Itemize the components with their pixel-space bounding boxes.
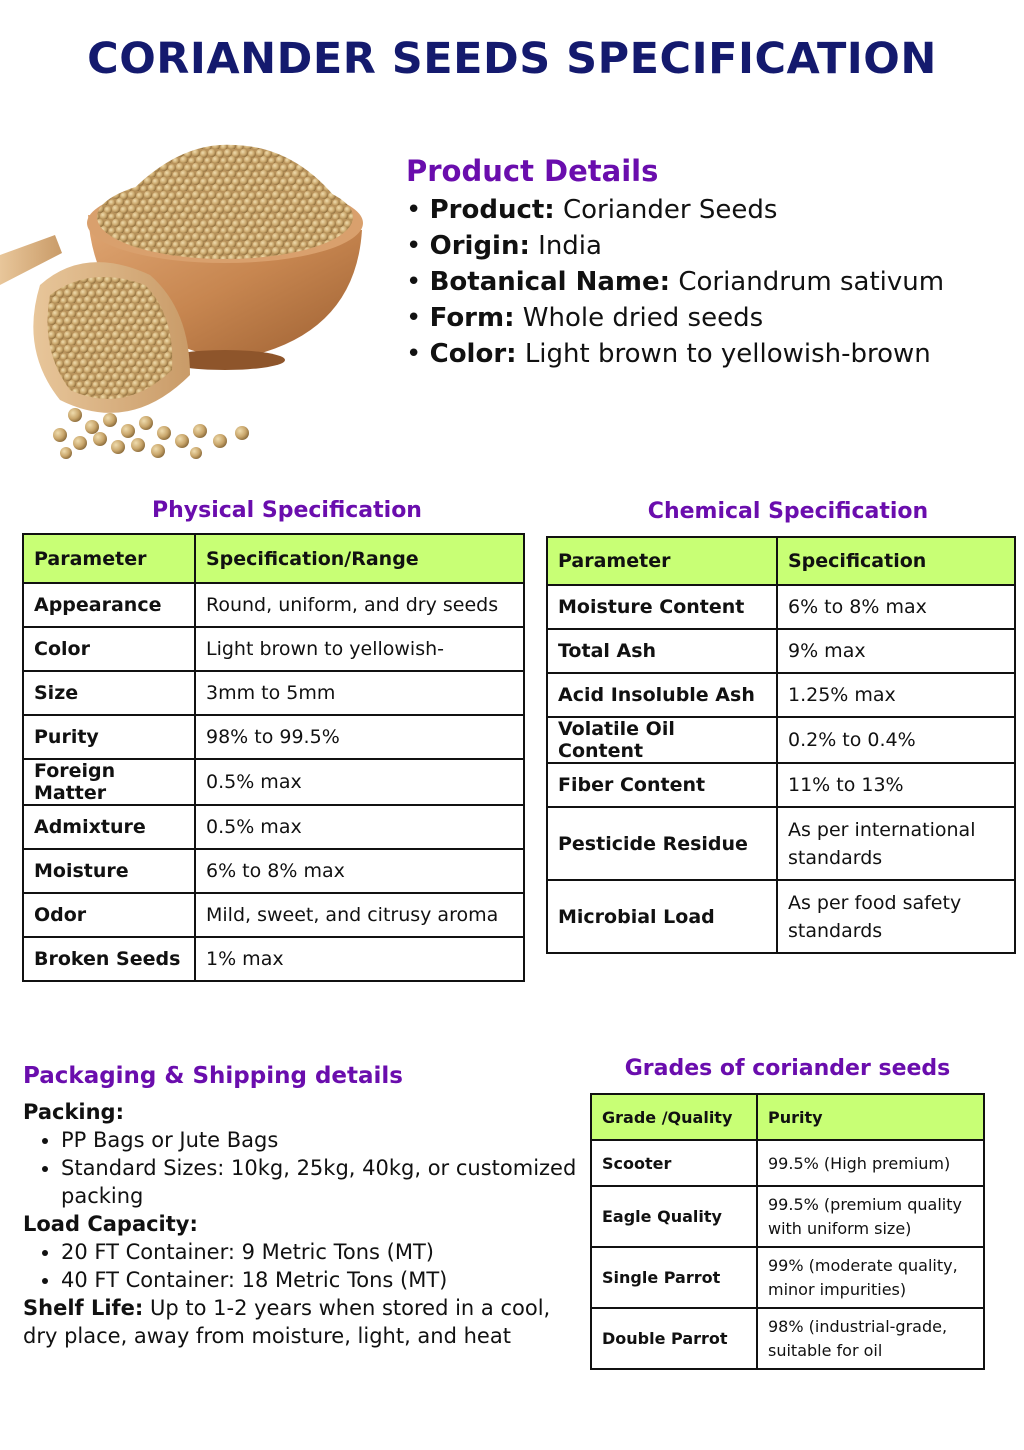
value-cell: 1.25% max: [777, 673, 1015, 717]
parameter-cell: Acid Insoluble Ash: [547, 673, 777, 717]
column-header: Specification: [777, 537, 1015, 585]
shelf-life-label: Shelf Life:: [23, 1296, 144, 1320]
chemical-spec-title: Chemical Specification: [647, 499, 929, 524]
shelf-life: [23, 1294, 583, 1350]
list-item: • PP Bags or Jute Bags: [61, 1126, 583, 1154]
detail-origin: [406, 228, 1016, 264]
parameter-cell: Purity: [23, 715, 195, 759]
detail-botanical-name: [406, 264, 1016, 300]
grade-cell: Double Parrot: [591, 1308, 757, 1369]
bullet: •: [406, 231, 422, 261]
parameter-cell: Volatile Oil Content: [547, 717, 777, 763]
parameter-cell: Size: [23, 671, 195, 715]
parameter-cell: Microbial Load: [547, 880, 777, 953]
table-row: [23, 715, 524, 759]
detail-label: Botanical Name:: [429, 267, 671, 297]
value-cell: 11% to 13%: [777, 763, 1015, 807]
table-row: [23, 849, 524, 893]
parameter-cell: Pesticide Residue: [547, 807, 777, 880]
list-item: • 20 FT Container: 9 Metric Tons (MT): [61, 1238, 583, 1266]
table-row: [547, 629, 1015, 673]
value-cell: 0.5% max: [195, 759, 524, 805]
table-header-row: [591, 1094, 984, 1140]
detail-label: Origin:: [429, 231, 530, 261]
column-header: Parameter: [23, 534, 195, 583]
table-row: [23, 583, 524, 627]
list-item: • Standard Sizes: 10kg, 25kg, 40kg, or customized packing: [61, 1154, 583, 1210]
parameter-cell: Broken Seeds: [23, 937, 195, 981]
grades-table: [590, 1093, 985, 1370]
bullet: •: [406, 339, 422, 369]
table-row: [23, 627, 524, 671]
column-header: Grade /Quality: [591, 1094, 757, 1140]
table-row: [23, 759, 524, 805]
load-capacity-label: Load Capacity:: [23, 1212, 198, 1236]
product-details-heading: Product Details: [406, 154, 659, 188]
packing-list: [23, 1126, 583, 1210]
value-cell: Light brown to yellowish-: [195, 627, 524, 671]
table-header-row: [547, 537, 1015, 585]
detail-product: [406, 192, 1016, 228]
purity-cell: 99% (moderate quality, minor impurities): [757, 1247, 984, 1308]
value-cell: 1% max: [195, 937, 524, 981]
physical-spec-table: [22, 533, 525, 982]
parameter-cell: Appearance: [23, 583, 195, 627]
value-cell: Mild, sweet, and citrusy aroma: [195, 893, 524, 937]
detail-value: India: [538, 231, 602, 261]
packing-label: Packing:: [23, 1100, 124, 1124]
detail-label: Color:: [429, 339, 517, 369]
detail-label: Form:: [429, 303, 515, 333]
value-cell: 6% to 8% max: [195, 849, 524, 893]
column-header: Purity: [757, 1094, 984, 1140]
shelf-life-value: Up to 1-2 years when stored in a cool, dry place, away from moisture, light, and heat: [23, 1296, 551, 1348]
table-row: [23, 893, 524, 937]
detail-value: Coriandrum sativum: [678, 267, 945, 297]
table-row: [547, 763, 1015, 807]
value-cell: Round, uniform, and dry seeds: [195, 583, 524, 627]
table-row: [23, 671, 524, 715]
value-cell: 98% to 99.5%: [195, 715, 524, 759]
bullet: •: [406, 195, 422, 225]
table-row: [23, 805, 524, 849]
table-row: [591, 1140, 984, 1186]
parameter-cell: Admixture: [23, 805, 195, 849]
grade-cell: Scooter: [591, 1140, 757, 1186]
list-item: • 40 FT Container: 18 Metric Tons (MT): [61, 1266, 583, 1294]
product-details: [406, 152, 1016, 372]
parameter-cell: Foreign Matter: [23, 759, 195, 805]
chemical-spec-table: [546, 536, 1016, 954]
detail-form: [406, 300, 1016, 336]
value-cell: 0.2% to 0.4%: [777, 717, 1015, 763]
purity-cell: 99.5% (High premium): [757, 1140, 984, 1186]
table-row: [547, 807, 1015, 880]
detail-value: Whole dried seeds: [522, 303, 764, 333]
grade-cell: Eagle Quality: [591, 1186, 757, 1247]
parameter-cell: Total Ash: [547, 629, 777, 673]
value-cell: 3mm to 5mm: [195, 671, 524, 715]
page-title: CORIANDER SEEDS SPECIFICATION: [87, 34, 937, 84]
parameter-cell: Moisture Content: [547, 585, 777, 629]
packaging-heading: Packaging & Shipping details: [23, 1063, 403, 1089]
table-row: [23, 937, 524, 981]
purity-cell: 99.5% (premium quality with uniform size): [757, 1186, 984, 1247]
grades-title: Grades of coriander seeds: [624, 1056, 951, 1081]
value-cell: 9% max: [777, 629, 1015, 673]
coriander-bowl-image: [0, 135, 380, 465]
parameter-cell: Color: [23, 627, 195, 671]
table-row: [591, 1186, 984, 1247]
table-row: [547, 585, 1015, 629]
value-cell: As per food safety standards: [777, 880, 1015, 953]
table-row: [547, 673, 1015, 717]
parameter-cell: Fiber Content: [547, 763, 777, 807]
table-row: [547, 717, 1015, 763]
column-header: Specification/Range: [195, 534, 524, 583]
table-row: [591, 1308, 984, 1369]
table-row: [591, 1247, 984, 1308]
purity-cell: 98% (industrial-grade, suitable for oil: [757, 1308, 984, 1369]
value-cell: 0.5% max: [195, 805, 524, 849]
parameter-cell: Moisture: [23, 849, 195, 893]
table-header-row: [23, 534, 524, 583]
detail-color: [406, 336, 1016, 372]
table-row: [547, 880, 1015, 953]
value-cell: As per international standards: [777, 807, 1015, 880]
detail-value: Light brown to yellowish-brown: [524, 339, 931, 369]
value-cell: 6% to 8% max: [777, 585, 1015, 629]
load-capacity-list: [23, 1238, 583, 1294]
physical-spec-title: Physical Specification: [152, 498, 422, 523]
parameter-cell: Odor: [23, 893, 195, 937]
bullet: •: [406, 303, 422, 333]
grade-cell: Single Parrot: [591, 1247, 757, 1308]
detail-value: Coriander Seeds: [562, 195, 778, 225]
column-header: Parameter: [547, 537, 777, 585]
packaging-section: [23, 1060, 583, 1350]
detail-label: Product:: [429, 195, 555, 225]
bullet: •: [406, 267, 422, 297]
